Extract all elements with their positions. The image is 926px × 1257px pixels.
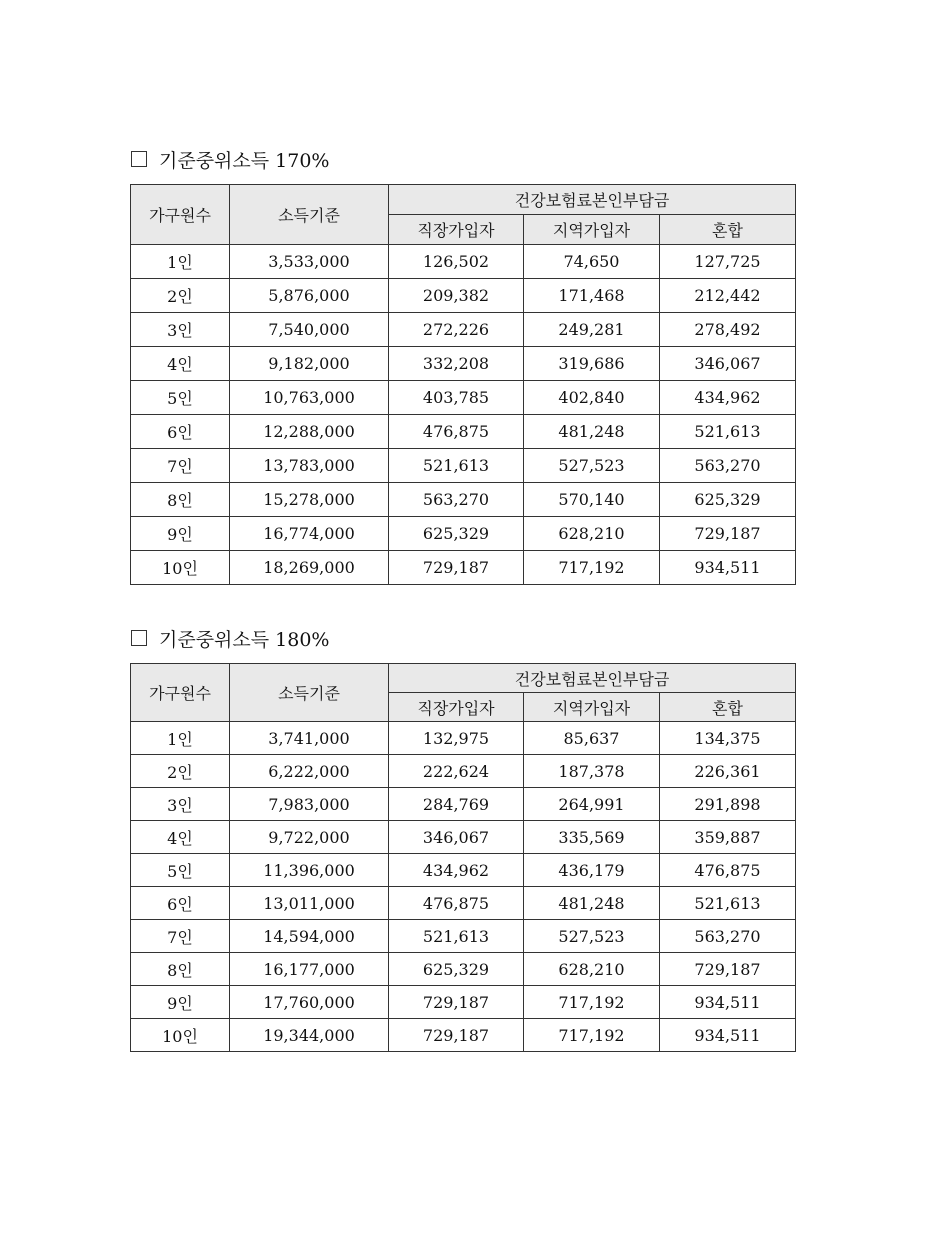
cell-income: 15,278,000: [230, 483, 389, 517]
cell-regional: 527,523: [524, 920, 660, 953]
cell-employee: 625,329: [389, 953, 524, 986]
cell-employee: 403,785: [389, 381, 524, 415]
cell-mixed: 434,962: [660, 381, 796, 415]
cell-regional: 249,281: [524, 313, 660, 347]
section-title: [130, 625, 795, 651]
table-row: [131, 920, 796, 953]
cell-income: 13,011,000: [230, 887, 389, 920]
cell-household: 1인: [131, 722, 230, 755]
cell-household: 4인: [131, 821, 230, 854]
cell-employee: 476,875: [389, 887, 524, 920]
cell-mixed: 291,898: [660, 788, 796, 821]
table-row: [131, 313, 796, 347]
header-premium-group: 건강보험료본인부담금: [389, 664, 796, 693]
cell-regional: 74,650: [524, 245, 660, 279]
cell-employee: 222,624: [389, 755, 524, 788]
header-household: 가구원수: [131, 185, 230, 245]
cell-mixed: 212,442: [660, 279, 796, 313]
table-row: [131, 245, 796, 279]
header-premium-group: 건강보험료본인부담금: [389, 185, 796, 215]
cell-regional: 481,248: [524, 415, 660, 449]
cell-household: 8인: [131, 483, 230, 517]
cell-income: 9,182,000: [230, 347, 389, 381]
cell-employee: 434,962: [389, 854, 524, 887]
cell-household: 2인: [131, 755, 230, 788]
income-table-170: [130, 184, 796, 585]
table-row: [131, 887, 796, 920]
header-regional: 지역가입자: [524, 693, 660, 722]
table-row: [131, 483, 796, 517]
cell-income: 16,177,000: [230, 953, 389, 986]
cell-regional: 436,179: [524, 854, 660, 887]
cell-regional: 171,468: [524, 279, 660, 313]
section-title: [130, 146, 795, 172]
cell-regional: 527,523: [524, 449, 660, 483]
cell-income: 19,344,000: [230, 1019, 389, 1052]
cell-employee: 284,769: [389, 788, 524, 821]
table-row: [131, 517, 796, 551]
table-row: [131, 381, 796, 415]
cell-employee: 209,382: [389, 279, 524, 313]
cell-employee: 563,270: [389, 483, 524, 517]
cell-employee: 476,875: [389, 415, 524, 449]
cell-income: 3,533,000: [230, 245, 389, 279]
cell-mixed: 563,270: [660, 920, 796, 953]
cell-mixed: 563,270: [660, 449, 796, 483]
income-table-180: [130, 663, 796, 1052]
cell-mixed: 359,887: [660, 821, 796, 854]
header-mixed: 혼합: [660, 215, 796, 245]
section-170: [130, 146, 795, 585]
cell-household: 2인: [131, 279, 230, 313]
table-row: [131, 415, 796, 449]
cell-income: 11,396,000: [230, 854, 389, 887]
cell-regional: 628,210: [524, 517, 660, 551]
header-regional: 지역가입자: [524, 215, 660, 245]
section-title-text: 기준중위소득 180%: [159, 628, 330, 651]
cell-income: 9,722,000: [230, 821, 389, 854]
table-row: [131, 279, 796, 313]
cell-mixed: 346,067: [660, 347, 796, 381]
cell-mixed: 521,613: [660, 887, 796, 920]
cell-household: 10인: [131, 1019, 230, 1052]
cell-employee: 729,187: [389, 986, 524, 1019]
cell-regional: 481,248: [524, 887, 660, 920]
cell-mixed: 134,375: [660, 722, 796, 755]
table-row: [131, 986, 796, 1019]
cell-regional: 402,840: [524, 381, 660, 415]
cell-mixed: 729,187: [660, 953, 796, 986]
cell-mixed: 127,725: [660, 245, 796, 279]
section-title-text: 기준중위소득 170%: [159, 149, 330, 172]
header-income: 소득기준: [230, 664, 389, 722]
cell-income: 18,269,000: [230, 551, 389, 585]
cell-employee: 272,226: [389, 313, 524, 347]
header-employee: 직장가입자: [389, 693, 524, 722]
table-row: [131, 854, 796, 887]
cell-mixed: 934,511: [660, 986, 796, 1019]
cell-household: 5인: [131, 854, 230, 887]
cell-regional: 628,210: [524, 953, 660, 986]
cell-mixed: 226,361: [660, 755, 796, 788]
cell-income: 13,783,000: [230, 449, 389, 483]
checkbox-icon: [131, 630, 147, 646]
cell-income: 16,774,000: [230, 517, 389, 551]
cell-income: 10,763,000: [230, 381, 389, 415]
cell-employee: 346,067: [389, 821, 524, 854]
cell-employee: 132,975: [389, 722, 524, 755]
cell-regional: 264,991: [524, 788, 660, 821]
table-row: [131, 821, 796, 854]
header-household: 가구원수: [131, 664, 230, 722]
cell-regional: 717,192: [524, 551, 660, 585]
cell-household: 3인: [131, 788, 230, 821]
cell-mixed: 934,511: [660, 1019, 796, 1052]
cell-regional: 717,192: [524, 1019, 660, 1052]
cell-regional: 335,569: [524, 821, 660, 854]
cell-income: 7,983,000: [230, 788, 389, 821]
table-row: [131, 788, 796, 821]
cell-mixed: 729,187: [660, 517, 796, 551]
table-row: [131, 722, 796, 755]
cell-employee: 625,329: [389, 517, 524, 551]
cell-household: 10인: [131, 551, 230, 585]
cell-mixed: 278,492: [660, 313, 796, 347]
cell-household: 6인: [131, 887, 230, 920]
cell-income: 5,876,000: [230, 279, 389, 313]
cell-regional: 319,686: [524, 347, 660, 381]
header-income: 소득기준: [230, 185, 389, 245]
cell-employee: 729,187: [389, 1019, 524, 1052]
cell-household: 6인: [131, 415, 230, 449]
cell-household: 9인: [131, 986, 230, 1019]
cell-mixed: 476,875: [660, 854, 796, 887]
cell-regional: 717,192: [524, 986, 660, 1019]
cell-household: 7인: [131, 449, 230, 483]
cell-income: 3,741,000: [230, 722, 389, 755]
cell-mixed: 625,329: [660, 483, 796, 517]
section-180: [130, 625, 795, 1052]
cell-household: 3인: [131, 313, 230, 347]
table-row: [131, 755, 796, 788]
cell-income: 12,288,000: [230, 415, 389, 449]
cell-regional: 570,140: [524, 483, 660, 517]
header-employee: 직장가입자: [389, 215, 524, 245]
cell-household: 9인: [131, 517, 230, 551]
cell-mixed: 934,511: [660, 551, 796, 585]
cell-employee: 521,613: [389, 449, 524, 483]
cell-household: 1인: [131, 245, 230, 279]
table-row: [131, 953, 796, 986]
cell-income: 7,540,000: [230, 313, 389, 347]
header-mixed: 혼합: [660, 693, 796, 722]
cell-employee: 729,187: [389, 551, 524, 585]
cell-household: 7인: [131, 920, 230, 953]
cell-employee: 332,208: [389, 347, 524, 381]
cell-household: 8인: [131, 953, 230, 986]
cell-mixed: 521,613: [660, 415, 796, 449]
cell-employee: 521,613: [389, 920, 524, 953]
cell-income: 14,594,000: [230, 920, 389, 953]
cell-regional: 85,637: [524, 722, 660, 755]
cell-income: 17,760,000: [230, 986, 389, 1019]
table-row: [131, 449, 796, 483]
cell-regional: 187,378: [524, 755, 660, 788]
cell-household: 4인: [131, 347, 230, 381]
cell-income: 6,222,000: [230, 755, 389, 788]
table-row: [131, 347, 796, 381]
table-row: [131, 551, 796, 585]
cell-employee: 126,502: [389, 245, 524, 279]
table-row: [131, 1019, 796, 1052]
cell-household: 5인: [131, 381, 230, 415]
checkbox-icon: [131, 151, 147, 167]
